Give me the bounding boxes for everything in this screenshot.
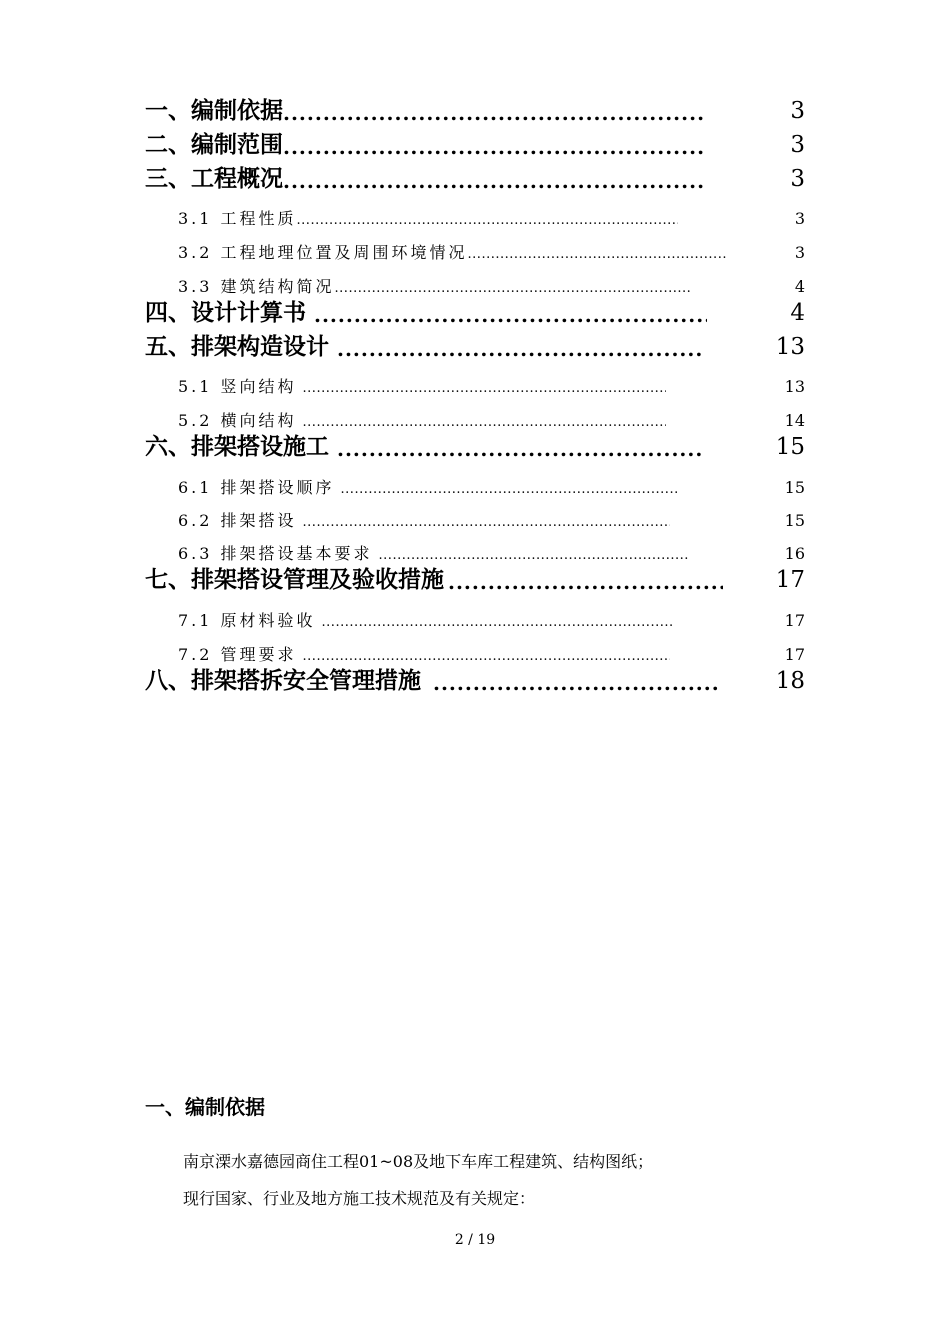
toc-entry[interactable] xyxy=(145,96,703,126)
toc-entry-title: 五、排架构造设计 xyxy=(145,334,329,360)
toc-entry-page: 4 xyxy=(790,300,805,326)
toc-leader-dots xyxy=(297,647,670,667)
toc-entry-page: 3 xyxy=(790,98,805,124)
toc-leader-dots xyxy=(306,302,707,328)
toc-subentry[interactable] xyxy=(178,409,666,433)
toc-entry-title: 6.2 排架搭设 xyxy=(178,511,297,530)
toc-leader-dots xyxy=(335,279,690,299)
page-indicator: 2 / 19 xyxy=(454,1232,496,1248)
toc-entry-title: 7.2 管理要求 xyxy=(178,645,297,664)
toc-entry[interactable] xyxy=(145,666,720,696)
toc-entry-title: 3.1 工程性质 xyxy=(178,209,297,228)
toc-leader-dots xyxy=(468,245,726,265)
toc-entry-title: 5.2 横向结构 xyxy=(178,411,297,430)
toc-entry-page: 15 xyxy=(784,511,805,530)
toc-entry[interactable] xyxy=(145,164,703,194)
toc-entry-page: 16 xyxy=(784,544,805,563)
toc-entry-title: 八、排架搭拆安全管理措施 xyxy=(145,668,421,694)
toc-leader-dots xyxy=(329,436,703,462)
toc-leader-dots xyxy=(283,100,703,126)
toc-entry-title: 四、设计计算书 xyxy=(145,300,306,326)
toc-entry-page: 17 xyxy=(784,645,805,664)
toc-subentry[interactable] xyxy=(178,207,678,231)
toc-entry-title: 二、编制范围 xyxy=(145,132,283,158)
toc-entry-title: 7.1 原材料验收 xyxy=(178,611,316,630)
toc-subentry[interactable] xyxy=(178,509,670,533)
toc-entry-title: 六、排架搭设施工 xyxy=(145,434,329,460)
toc-entry-title: 6.1 排架搭设顺序 xyxy=(178,478,335,497)
toc-entry[interactable] xyxy=(145,332,703,362)
toc-leader-dots xyxy=(283,168,703,194)
toc-entry[interactable] xyxy=(145,130,703,160)
toc-subentry[interactable] xyxy=(178,375,666,399)
toc-subentry[interactable] xyxy=(178,476,680,500)
toc-subentry[interactable] xyxy=(178,275,690,299)
toc-entry[interactable] xyxy=(145,298,707,328)
toc-leader-dots xyxy=(335,480,680,500)
toc-entry-page: 14 xyxy=(784,411,805,430)
toc-entry-page: 15 xyxy=(775,434,805,460)
body-paragraph: 南京溧水嘉德园商住工程01~08及地下车库工程建筑、结构图纸； xyxy=(183,1152,654,1171)
toc-entry-title: 6.3 排架搭设基本要求 xyxy=(178,544,373,563)
toc-entry-page: 4 xyxy=(794,277,805,296)
toc-subentry[interactable] xyxy=(178,643,670,667)
body-paragraph: 现行国家、行业及地方施工技术规范及有关规定： xyxy=(183,1189,536,1208)
toc-entry-title: 3.2 工程地理位置及周围环境情况 xyxy=(178,243,468,262)
toc-subentry[interactable] xyxy=(178,542,688,566)
toc-entry-title: 3.3 建筑结构简况 xyxy=(178,277,335,296)
toc-subentry[interactable] xyxy=(178,241,726,265)
toc-entry[interactable] xyxy=(145,565,723,595)
toc-entry[interactable] xyxy=(145,432,703,462)
toc-leader-dots xyxy=(297,379,666,399)
toc-subentry[interactable] xyxy=(178,609,672,633)
toc-entry-page: 18 xyxy=(775,668,805,694)
toc-entry-page: 17 xyxy=(775,567,805,593)
toc-entry-page: 13 xyxy=(784,377,805,396)
toc-leader-dots xyxy=(444,569,723,595)
toc-entry-title: 七、排架搭设管理及验收措施 xyxy=(145,567,444,593)
toc-entry-title: 一、编制依据 xyxy=(145,98,283,124)
toc-leader-dots xyxy=(316,613,672,633)
toc-entry-page: 3 xyxy=(790,132,805,158)
toc-entry-page: 13 xyxy=(775,334,805,360)
toc-entry-page: 3 xyxy=(790,166,805,192)
toc-entry-page: 17 xyxy=(784,611,805,630)
toc-leader-dots xyxy=(329,336,703,362)
toc-leader-dots xyxy=(297,413,666,433)
toc-entry-page: 15 xyxy=(784,478,805,497)
toc-entry-title: 三、工程概况 xyxy=(145,166,283,192)
toc-entry-page: 3 xyxy=(794,209,805,228)
toc-leader-dots xyxy=(421,670,720,696)
toc-leader-dots xyxy=(297,211,678,231)
section-heading: 一、编制依据 xyxy=(145,1095,265,1119)
toc-entry-title: 5.1 竖向结构 xyxy=(178,377,297,396)
toc-leader-dots xyxy=(297,513,670,533)
toc-leader-dots xyxy=(373,546,688,566)
toc-entry-page: 3 xyxy=(794,243,805,262)
toc-leader-dots xyxy=(283,134,703,160)
